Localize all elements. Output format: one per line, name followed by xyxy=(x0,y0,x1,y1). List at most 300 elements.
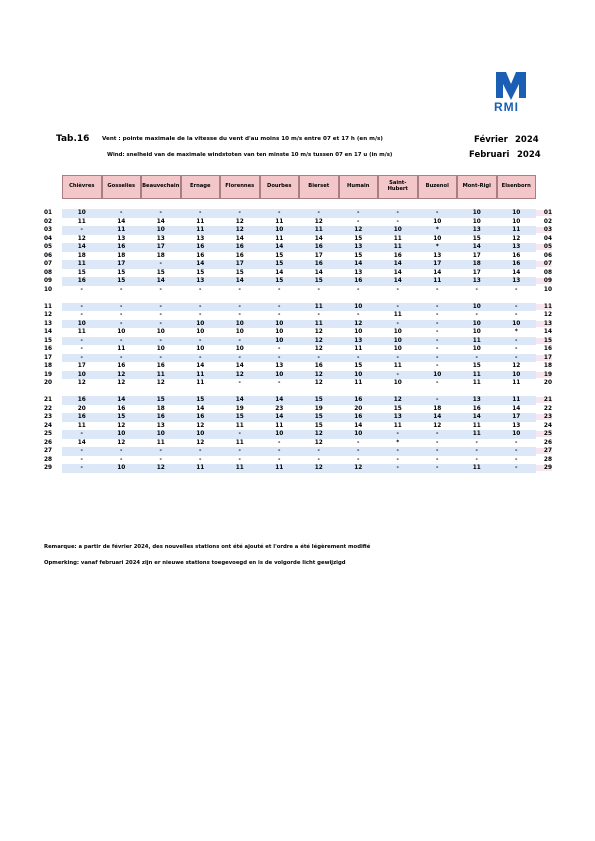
logo-text: RMI xyxy=(494,100,519,114)
table-cell: * xyxy=(418,243,458,252)
table-cell: 11 xyxy=(275,218,284,225)
table-cell: 12 xyxy=(433,422,442,429)
table-cell: 16 xyxy=(299,260,339,269)
table-cell: 12 xyxy=(512,235,521,242)
table-cell: - xyxy=(396,286,399,293)
table-cell: 11 xyxy=(181,464,221,473)
table-cell: 11 xyxy=(457,430,497,439)
day-label-right: 22 xyxy=(543,405,552,412)
table-cell: - xyxy=(141,260,181,269)
table-cell: 15 xyxy=(117,269,126,276)
table-cell: 10 xyxy=(354,329,363,335)
table-cell: - xyxy=(317,456,320,463)
table-cell: - xyxy=(199,286,202,293)
table-cell: - xyxy=(278,286,281,293)
table-row xyxy=(44,337,552,346)
table-cell: 13 xyxy=(457,277,497,286)
table-cell: - xyxy=(339,354,379,363)
table-cell: - xyxy=(418,464,458,473)
table-cell: 14 xyxy=(339,260,379,269)
day-label-right: 29 xyxy=(536,465,552,471)
table-cell: * xyxy=(418,226,458,235)
table-cell: 11 xyxy=(220,464,260,473)
table-cell: 18 xyxy=(156,405,165,412)
table-cell: 14 xyxy=(512,405,521,412)
table-cell: - xyxy=(497,447,537,456)
table-cell: 18 xyxy=(156,252,165,259)
table-cell: 14 xyxy=(196,363,205,369)
table-cell: 17 xyxy=(418,260,458,269)
table-cell: - xyxy=(141,447,181,456)
table-cell: - xyxy=(436,363,439,369)
table-cell: 11 xyxy=(102,226,142,235)
table-cell: - xyxy=(317,312,320,318)
table-cell: 10 xyxy=(196,329,205,335)
table-cell: - xyxy=(339,209,379,218)
table-cell: - xyxy=(220,209,260,218)
day-label-right: 28 xyxy=(543,456,552,463)
table-cell: - xyxy=(141,209,181,218)
column-header: Elsenborn xyxy=(497,175,537,199)
table-cell: - xyxy=(515,456,518,463)
day-label-right: 24 xyxy=(543,422,552,429)
table-cell: 10 xyxy=(433,235,442,242)
table-cell: - xyxy=(378,320,418,329)
table-cell: 13 xyxy=(457,226,497,235)
table-cell: - xyxy=(62,447,102,456)
table-cell: - xyxy=(475,312,478,318)
table-row xyxy=(44,218,552,227)
table-cell: 15 xyxy=(472,363,481,369)
table-cell: 10 xyxy=(497,430,537,439)
table-cell: 11 xyxy=(497,226,537,235)
table-cell: 10 xyxy=(235,329,244,335)
table-cell: - xyxy=(515,286,518,293)
table-cell: 17 xyxy=(472,252,481,259)
table-row xyxy=(44,447,552,456)
table-cell: - xyxy=(457,354,497,363)
table-cell: 11 xyxy=(472,380,481,386)
table-cell: - xyxy=(199,312,202,318)
table-cell: 10 xyxy=(181,320,221,329)
title-french: Vent : pointe maximale de la vitesse du vent d'au moins 10 m/s entre 07 et 17 h (en m/s) xyxy=(102,136,383,142)
table-cell: 15 xyxy=(260,260,300,269)
table-cell: 12 xyxy=(235,218,244,225)
day-label-left: 14 xyxy=(44,329,53,336)
table-cell: 12 xyxy=(339,320,379,329)
table-cell: 10 xyxy=(102,430,142,439)
table-cell: - xyxy=(159,286,162,293)
table-cell: - xyxy=(357,286,360,293)
day-label-right: 26 xyxy=(543,439,552,446)
table-cell: 12 xyxy=(77,235,86,242)
table-cell: - xyxy=(378,209,418,218)
table-cell: 17 xyxy=(497,413,537,422)
table-cell: 15 xyxy=(393,405,402,412)
table-cell: - xyxy=(497,464,537,473)
table-row xyxy=(44,235,552,244)
table-cell: - xyxy=(515,346,518,352)
table-cell: - xyxy=(120,312,123,318)
table-cell: 16 xyxy=(314,363,323,369)
table-cell: 15 xyxy=(156,269,165,276)
day-label-right: 06 xyxy=(543,252,552,259)
table-cell: 18 xyxy=(77,252,86,259)
table-cell: 10 xyxy=(393,380,402,386)
table-cell: 15 xyxy=(472,235,481,242)
table-cell: 11 xyxy=(457,464,497,473)
table-cell: 16 xyxy=(339,396,379,405)
day-label-left: 01 xyxy=(44,210,53,217)
table-row xyxy=(44,345,552,354)
table-cell: 11 xyxy=(418,277,458,286)
table-cell: 16 xyxy=(181,413,221,422)
table-cell: - xyxy=(238,286,241,293)
table-cell: 10 xyxy=(418,371,458,380)
table-cell: 14 xyxy=(378,277,418,286)
table-cell: - xyxy=(299,354,339,363)
table-cell: 13 xyxy=(433,252,442,259)
table-cell: 13 xyxy=(354,269,363,276)
table-cell: - xyxy=(357,439,360,446)
day-label-left: 28 xyxy=(44,456,53,463)
table-cell: 12 xyxy=(141,464,181,473)
day-label-left: 04 xyxy=(44,235,53,242)
table-cell: 11 xyxy=(141,371,181,380)
day-label-right: 09 xyxy=(536,278,552,284)
day-label-left: 18 xyxy=(44,363,53,370)
table-cell: - xyxy=(278,312,281,318)
day-label-left: 26 xyxy=(44,439,53,446)
table-cell: 17 xyxy=(220,260,260,269)
table-cell: 14 xyxy=(235,235,244,242)
table-cell: 19 xyxy=(314,405,323,412)
day-label-right: 27 xyxy=(536,448,552,454)
day-label-right: 11 xyxy=(536,304,552,310)
table-cell: 16 xyxy=(102,243,142,252)
column-header: Ernage xyxy=(181,175,221,199)
table-cell: 11 xyxy=(275,422,284,429)
table-cell: 11 xyxy=(393,363,402,369)
table-cell: 11 xyxy=(156,439,165,446)
table-cell: - xyxy=(378,447,418,456)
column-header: Mont-Rigi xyxy=(457,175,497,199)
table-cell: 11 xyxy=(181,371,221,380)
table-cell: 15 xyxy=(181,396,221,405)
day-label-right: 12 xyxy=(543,312,552,319)
table-cell: - xyxy=(278,346,281,352)
table-cell: 14 xyxy=(457,413,497,422)
table-cell: 17 xyxy=(141,243,181,252)
table-cell: 16 xyxy=(339,413,379,422)
table-cell: 10 xyxy=(102,464,142,473)
day-label-right: 03 xyxy=(536,227,552,233)
table-cell: 10 xyxy=(235,346,244,352)
table-cell: 11 xyxy=(235,439,244,446)
table-cell: 16 xyxy=(393,252,402,259)
day-label-right: 04 xyxy=(543,235,552,242)
table-cell: 12 xyxy=(299,464,339,473)
day-label-right: 25 xyxy=(536,431,552,437)
table-cell: 14 xyxy=(156,218,165,225)
table-cell: 14 xyxy=(220,396,260,405)
table-cell: 10 xyxy=(141,430,181,439)
table-cell: - xyxy=(141,320,181,329)
table-cell: - xyxy=(141,354,181,363)
table-cell: - xyxy=(80,312,83,318)
table-row xyxy=(44,226,552,235)
table-row xyxy=(44,328,552,337)
table-cell: - xyxy=(220,337,260,346)
table-cell: 14 xyxy=(141,277,181,286)
table-cell: - xyxy=(102,303,142,312)
table-cell: - xyxy=(62,430,102,439)
table-cell: 23 xyxy=(275,405,284,412)
table-cell: 11 xyxy=(275,235,284,242)
table-row xyxy=(44,243,552,252)
table-cell: 16 xyxy=(181,243,221,252)
table-cell: 10 xyxy=(472,329,481,335)
table-cell: 10 xyxy=(196,346,205,352)
table-cell: - xyxy=(299,209,339,218)
table-cell: - xyxy=(260,209,300,218)
table-cell: - xyxy=(378,354,418,363)
day-label-left: 06 xyxy=(44,252,53,259)
table-cell: 11 xyxy=(512,380,521,386)
table-cell: 14 xyxy=(378,260,418,269)
table-cell: 12 xyxy=(314,329,323,335)
table-cell: 10 xyxy=(117,329,126,335)
table-cell: 11 xyxy=(77,218,86,225)
row-separator xyxy=(44,388,552,397)
table-cell: - xyxy=(396,456,399,463)
table-cell: 12 xyxy=(314,346,323,352)
table-cell: - xyxy=(159,456,162,463)
table-cell: - xyxy=(141,337,181,346)
table-cell: - xyxy=(378,430,418,439)
table-cell: - xyxy=(436,346,439,352)
day-label-left: 27 xyxy=(44,448,53,455)
table-cell: 11 xyxy=(457,337,497,346)
table-cell: - xyxy=(396,218,399,225)
day-label-left: 22 xyxy=(44,405,53,412)
table-cell: 10 xyxy=(260,337,300,346)
table-cell: 10 xyxy=(457,320,497,329)
table-cell: 11 xyxy=(497,396,537,405)
table-cell: 12 xyxy=(117,380,126,386)
table-cell: 12 xyxy=(339,464,379,473)
table-cell: 16 xyxy=(497,260,537,269)
table-cell: - xyxy=(497,354,537,363)
table-cell: - xyxy=(418,303,458,312)
table-cell: - xyxy=(62,464,102,473)
column-header: Humain xyxy=(339,175,379,199)
table-cell: - xyxy=(181,303,221,312)
table-cell: 17 xyxy=(102,260,142,269)
column-header: Gosselies xyxy=(102,175,142,199)
table-cell: - xyxy=(220,430,260,439)
table-cell: - xyxy=(457,447,497,456)
day-label-right: 05 xyxy=(536,244,552,250)
table-cell: 19 xyxy=(235,405,244,412)
table-row xyxy=(44,430,552,439)
table-cell: 11 xyxy=(354,346,363,352)
table-cell: - xyxy=(515,439,518,446)
table-row xyxy=(44,456,552,465)
table-cell: - xyxy=(220,354,260,363)
table-cell: 12 xyxy=(220,371,260,380)
table-row xyxy=(44,320,552,329)
table-cell: 10 xyxy=(497,320,537,329)
table-row xyxy=(44,277,552,286)
table-cell: 10 xyxy=(457,209,497,218)
table-row xyxy=(44,286,552,295)
table-cell: - xyxy=(418,396,458,405)
column-header: Saint-Hubert xyxy=(378,175,418,199)
table-cell: - xyxy=(436,456,439,463)
month-dutch: Februari xyxy=(469,150,510,160)
table-cell: 14 xyxy=(181,260,221,269)
day-label-right: 23 xyxy=(536,414,552,420)
remark-dutch: Opmerking: vanaf februari 2024 zijn er nieuwe stations toegevoegd en is de volgorde licht gewijzigd xyxy=(44,560,346,566)
table-cell: - xyxy=(80,286,83,293)
table-cell: 17 xyxy=(314,252,323,259)
table-cell: 10 xyxy=(181,430,221,439)
table-cell: - xyxy=(418,354,458,363)
table-cell: 16 xyxy=(117,405,126,412)
table-cell: - xyxy=(278,439,281,446)
day-label-left: 16 xyxy=(44,346,53,353)
table-cell: 11 xyxy=(77,422,86,429)
table-cell: - xyxy=(141,303,181,312)
day-label-left: 02 xyxy=(44,218,53,225)
day-label-right: 21 xyxy=(536,397,552,403)
table-cell: - xyxy=(80,346,83,352)
table-cell: 14 xyxy=(457,243,497,252)
table-cell: 15 xyxy=(314,422,323,429)
table-cell: 12 xyxy=(299,371,339,380)
table-cell: - xyxy=(378,464,418,473)
table-cell: - xyxy=(62,354,102,363)
table-cell: 10 xyxy=(472,218,481,225)
table-cell: - xyxy=(260,447,300,456)
month-french: Février xyxy=(474,135,508,145)
table-cell: - xyxy=(436,380,439,386)
table-cell: 13 xyxy=(497,243,537,252)
table-cell: 10 xyxy=(472,346,481,352)
day-label-left: 21 xyxy=(44,397,53,404)
table-cell: 12 xyxy=(196,422,205,429)
table-cell: - xyxy=(181,337,221,346)
day-label-right: 02 xyxy=(543,218,552,225)
table-cell: 13 xyxy=(339,243,379,252)
table-cell: 14 xyxy=(433,269,442,276)
table-cell: 12 xyxy=(339,226,379,235)
day-label-left: 20 xyxy=(44,380,53,387)
table-cell: 11 xyxy=(393,422,402,429)
table-cell: 13 xyxy=(156,422,165,429)
table-cell: - xyxy=(62,226,102,235)
table-cell: 14 xyxy=(260,396,300,405)
day-label-left: 09 xyxy=(44,278,53,285)
table-cell: - xyxy=(436,312,439,318)
day-label-left: 08 xyxy=(44,269,53,276)
table-cell: 13 xyxy=(512,422,521,429)
table-cell: 14 xyxy=(314,235,323,242)
table-cell: 14 xyxy=(393,269,402,276)
table-cell: - xyxy=(260,354,300,363)
table-cell: 15 xyxy=(102,413,142,422)
table-cell: - xyxy=(62,303,102,312)
table-cell: - xyxy=(278,456,281,463)
table-row xyxy=(44,464,552,473)
table-cell: 14 xyxy=(512,269,521,276)
table-cell: - xyxy=(220,303,260,312)
table-row xyxy=(44,413,552,422)
table-cell: 10 xyxy=(393,329,402,335)
table-cell: 15 xyxy=(220,413,260,422)
table-cell: - xyxy=(80,456,83,463)
table-cell: 16 xyxy=(472,405,481,412)
table-cell: 14 xyxy=(196,405,205,412)
table-cell: 13 xyxy=(457,396,497,405)
table-cell: 11 xyxy=(235,422,244,429)
table-cell: - xyxy=(120,456,123,463)
table-row xyxy=(44,362,552,371)
table-cell: 15 xyxy=(102,277,142,286)
column-header: Dourbes xyxy=(260,175,300,199)
table-cell: 10 xyxy=(141,226,181,235)
table-cell: - xyxy=(102,337,142,346)
table-cell: 12 xyxy=(117,422,126,429)
table-cell: 13 xyxy=(275,363,284,369)
table-cell: 15 xyxy=(299,396,339,405)
table-cell: 14 xyxy=(220,277,260,286)
table-cell: 10 xyxy=(512,218,521,225)
table-cell: 16 xyxy=(156,363,165,369)
table-cell: 15 xyxy=(260,277,300,286)
table-cell: 10 xyxy=(260,430,300,439)
column-header: Buzenol xyxy=(418,175,458,199)
day-label-right: 15 xyxy=(536,338,552,344)
table-cell: 14 xyxy=(418,413,458,422)
table-cell: 12 xyxy=(156,380,165,386)
table-cell: - xyxy=(102,209,142,218)
table-cell: 13 xyxy=(117,235,126,242)
day-label-right: 07 xyxy=(536,261,552,267)
table-cell: 10 xyxy=(393,346,402,352)
table-cell: - xyxy=(475,286,478,293)
table-cell: - xyxy=(238,456,241,463)
table-cell: 14 xyxy=(117,218,126,225)
day-label-left: 05 xyxy=(44,244,53,251)
table-cell: 11 xyxy=(457,371,497,380)
table-cell: 16 xyxy=(196,252,205,259)
table-cell: - xyxy=(378,303,418,312)
table-row xyxy=(44,422,552,431)
table-cell: - xyxy=(497,303,537,312)
table-row xyxy=(44,260,552,269)
table-cell: 15 xyxy=(196,269,205,276)
table-cell: - xyxy=(238,380,241,386)
remark-french: Remarque: a partir de février 2024, des nouvelles stations ont été ajouté et l'ordre a été légèrement modifié xyxy=(44,544,371,550)
table-row xyxy=(44,269,552,278)
table-cell: 11 xyxy=(472,422,481,429)
table-cell: 11 xyxy=(393,235,402,242)
day-label-left: 24 xyxy=(44,422,53,429)
table-cell: 12 xyxy=(299,430,339,439)
day-label-right: 18 xyxy=(543,363,552,370)
